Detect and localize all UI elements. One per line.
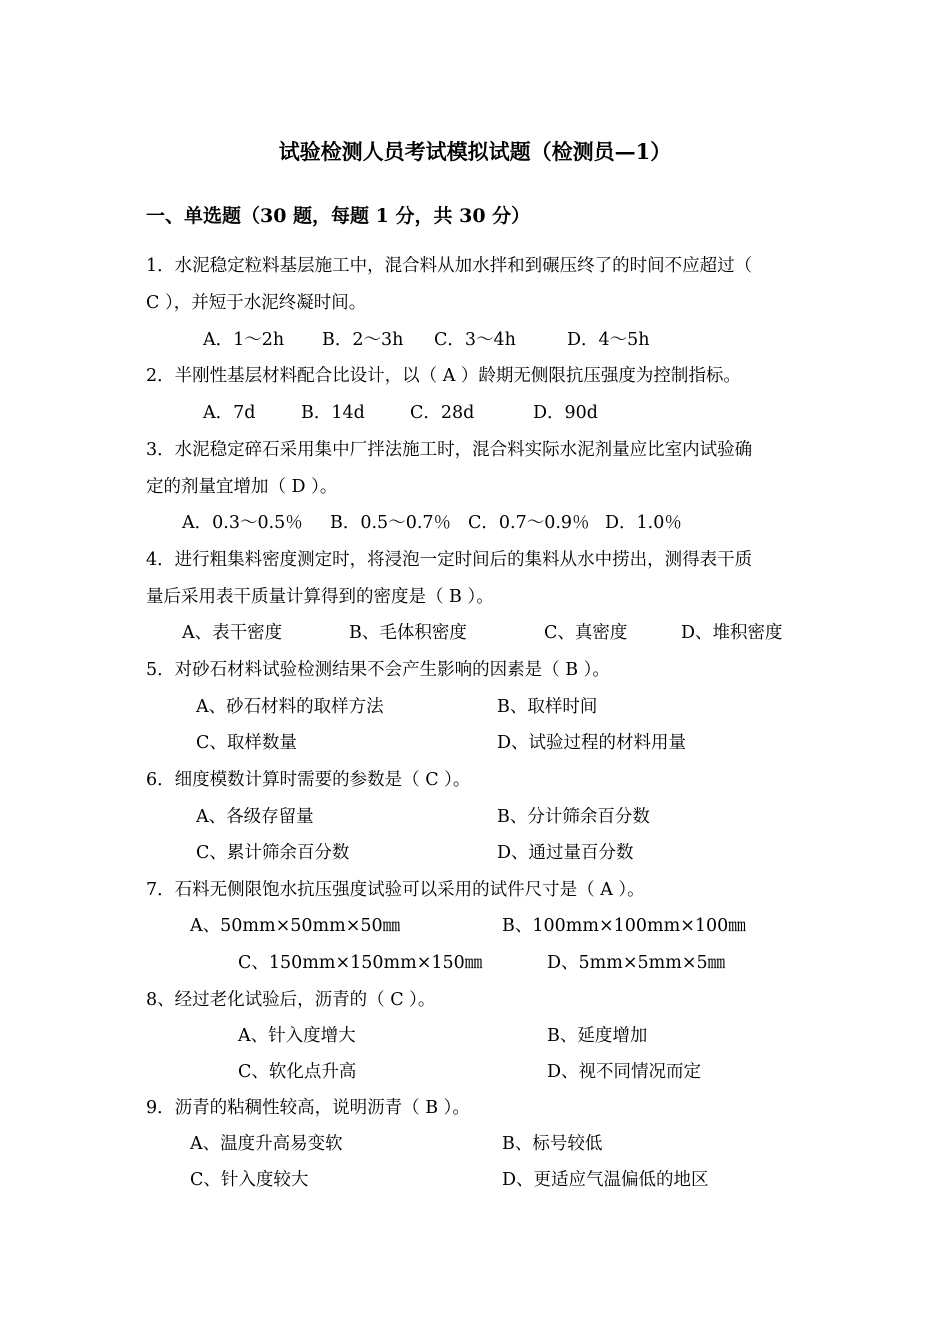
q7-option-b: B、100mm×100mm×100㎜	[502, 916, 746, 936]
q7-option-c: C、150mm×150mm×150㎜	[238, 953, 483, 973]
q5-option-d: D、试验过程的材料用量	[497, 733, 687, 753]
q4-option-d: D、堆积密度	[681, 623, 783, 643]
question-4-text-cont: 量后采用表干质量计算得到的密度是（ B ）。	[146, 587, 494, 607]
q8-option-d: D、视不同情况而定	[547, 1062, 702, 1082]
q6-option-a: A、各级存留量	[196, 807, 314, 827]
q6-option-c: C、累计筛余百分数	[196, 843, 350, 863]
q1-option-a: A．1～2h	[203, 330, 285, 350]
q2-option-a: A．7d	[203, 403, 256, 423]
section-heading: 一、单选题（30 题，每题 1 分，共 30 分）	[146, 205, 531, 227]
q3-option-a: A．0.3～0.5％	[182, 513, 303, 533]
q2-option-c: C．28d	[410, 403, 475, 423]
question-9-text: 9．沥青的粘稠性较高，说明沥青（ B ）。	[146, 1098, 470, 1118]
q9-option-a: A、温度升高易变软	[190, 1134, 343, 1154]
question-3-text-cont: 定的剂量宜增加（ D ）。	[146, 477, 338, 497]
question-6-text: 6．细度模数计算时需要的参数是（ C ）。	[146, 770, 471, 790]
q2-option-b: B．14d	[301, 403, 365, 423]
q3-option-b: B．0.5～0.7％	[330, 513, 452, 533]
q6-option-b: B、分计筛余百分数	[497, 807, 650, 827]
q1-option-c: C．3～4h	[434, 330, 516, 350]
q1-option-d: D．4～5h	[567, 330, 650, 350]
q5-option-b: B、取样时间	[497, 697, 598, 717]
question-7-text: 7．石料无侧限饱水抗压强度试验可以采用的试件尺寸是（ A ）。	[146, 880, 645, 900]
question-8-text: 8、经过老化试验后，沥青的（ C ）。	[146, 990, 436, 1010]
q8-option-b: B、延度增加	[547, 1026, 648, 1046]
q5-option-c: C、取样数量	[196, 733, 297, 753]
q4-option-b: B、毛体积密度	[349, 623, 467, 643]
q8-option-a: A、针入度增大	[238, 1026, 356, 1046]
page-title: 试验检测人员考试模拟试题（检测员—1）	[278, 139, 672, 164]
q7-option-a: A、50mm×50mm×50㎜	[190, 916, 401, 936]
q8-option-c: C、软化点升高	[238, 1062, 357, 1082]
q9-option-c: C、针入度较大	[190, 1170, 309, 1190]
q1-option-b: B．2～3h	[322, 330, 404, 350]
q6-option-d: D、通过量百分数	[497, 843, 634, 863]
q9-option-b: B、标号较低	[502, 1134, 603, 1154]
q4-option-c: C、真密度	[544, 623, 628, 643]
question-1-text: 1．水泥稳定粒料基层施工中，混合料从加水拌和到碾压终了的时间不应超过（	[146, 256, 753, 276]
q2-option-d: D．90d	[533, 403, 599, 423]
q9-option-d: D、更适应气温偏低的地区	[502, 1170, 709, 1190]
q3-option-c: C．0.7～0.9％	[468, 513, 590, 533]
q7-option-d: D、5mm×5mm×5㎜	[547, 953, 726, 973]
question-3-text: 3．水泥稳定碎石采用集中厂拌法施工时，混合料实际水泥剂量应比室内试验确	[146, 440, 753, 460]
q5-option-a: A、砂石材料的取样方法	[196, 697, 384, 717]
question-2-text: 2．半刚性基层材料配合比设计，以（ A ）龄期无侧限抗压强度为控制指标。	[146, 366, 741, 386]
question-5-text: 5．对砂石材料试验检测结果不会产生影响的因素是（ B ）。	[146, 660, 610, 680]
q3-option-d: D．1.0％	[605, 513, 682, 533]
question-4-text: 4．进行粗集料密度测定时，将浸泡一定时间后的集料从水中捞出，测得表干质	[146, 550, 753, 570]
question-1-text-cont: C ），并短于水泥终凝时间。	[146, 293, 367, 313]
q4-option-a: A、表干密度	[182, 623, 283, 643]
